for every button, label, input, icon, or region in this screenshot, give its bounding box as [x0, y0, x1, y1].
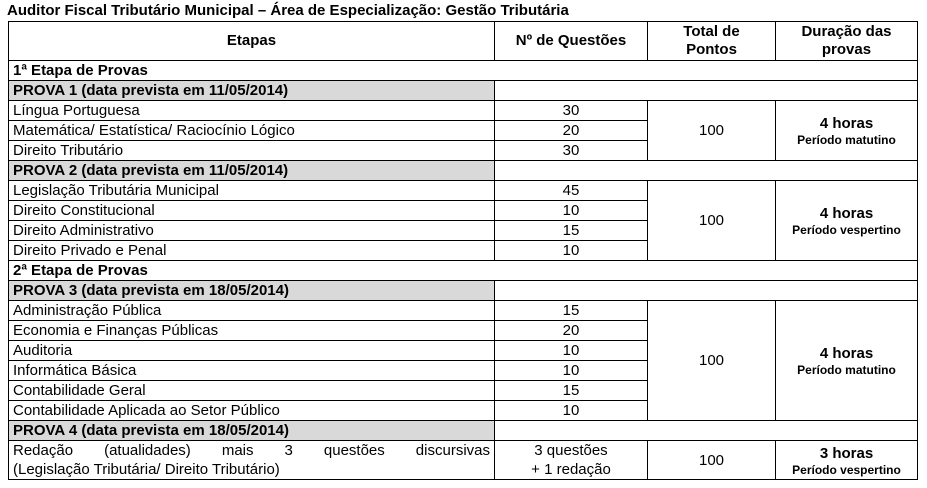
prova1-duration: 4 horas Período matutino: [776, 101, 918, 161]
etapa-row: 2ª Etapa de Provas: [9, 261, 918, 281]
prova-row: PROVA 4 (data prevista em 18/05/2014): [9, 421, 918, 441]
table-row: Auditoria 10: [9, 341, 918, 361]
header-pontos: Total de Pontos: [648, 22, 776, 61]
prova4-subject: Redação (atualidades) mais 3 questões discursivas (Legislação Tributária/ Direito Tributário): [9, 441, 495, 480]
prova1-points: 100: [648, 101, 776, 161]
table-row: Matemática/ Estatística/ Raciocínio Lógico 20: [9, 121, 918, 141]
table-row: Legislação Tributária Municipal 45 100 4 horas Período vespertino: [9, 181, 918, 201]
prova4-count: 3 questões + 1 redação: [495, 441, 648, 480]
prova2-points: 100: [648, 181, 776, 261]
table-row: Língua Portuguesa 30 100 4 horas Período matutino: [9, 101, 918, 121]
exam-table: [8, 21, 918, 480]
table-row: Direito Administrativo 15: [9, 221, 918, 241]
prova-row: PROVA 1 (data prevista em 11/05/2014): [9, 81, 918, 101]
table-row: Direito Privado e Penal 10: [9, 241, 918, 261]
table-row: Direito Tributário 30: [9, 141, 918, 161]
prova-row: PROVA 3 (data prevista em 18/05/2014): [9, 281, 918, 301]
header-etapas: Etapas: [9, 22, 495, 61]
document-title: Auditor Fiscal Tributário Municipal – Área de Especialização: Gestão Tributária: [7, 2, 569, 19]
table-row: [9, 441, 918, 480]
header-questoes: Nº de Questões: [495, 22, 648, 61]
table-row: Economia e Finanças Públicas 20: [9, 321, 918, 341]
prova-row: PROVA 2 (data prevista em 11/05/2014): [9, 161, 918, 181]
table-row: Contabilidade Aplicada ao Setor Público 10: [9, 401, 918, 421]
prova3-points: 100: [648, 301, 776, 421]
prova2-duration: 4 horas Período vespertino: [776, 181, 918, 261]
table-header-row: [9, 22, 918, 61]
table-row: Administração Pública 15 100 4 horas Período matutino: [9, 301, 918, 321]
table-row: Informática Básica 10: [9, 361, 918, 381]
table-row: Contabilidade Geral 15: [9, 381, 918, 401]
header-duracao: Duração das provas: [776, 22, 918, 61]
table-row: Direito Constitucional 10: [9, 201, 918, 221]
prova3-duration: 4 horas Período matutino: [776, 301, 918, 421]
prova4-points: 100: [648, 441, 776, 480]
prova4-duration: 3 horas Período vespertino: [776, 441, 918, 480]
etapa-row: 1ª Etapa de Provas: [9, 61, 918, 81]
